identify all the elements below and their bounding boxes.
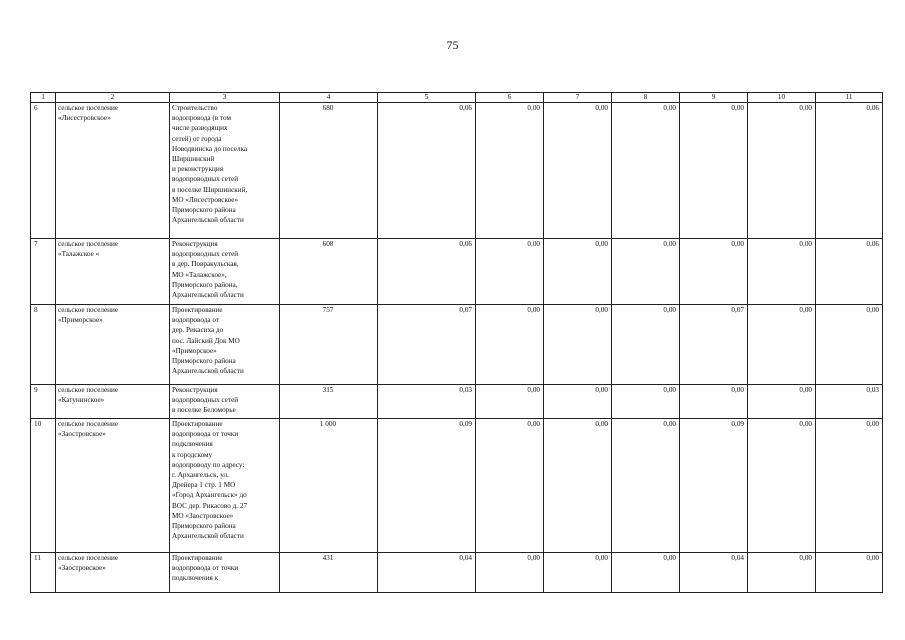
column-header: 11 [816, 93, 883, 103]
value-cell-text: 0,00 [799, 420, 812, 428]
value-cell-text: 0,09 [459, 420, 472, 428]
value-cell [378, 553, 476, 593]
value-cell [680, 305, 748, 385]
settlement-cell-text: сельское поселение «Приморское» [58, 306, 119, 325]
length-cell [280, 239, 378, 305]
length-cell-text: 608 [322, 240, 334, 248]
row-number-cell [31, 239, 56, 305]
value-cell-text: 0,00 [866, 420, 879, 428]
row-number-cell-text: 9 [34, 386, 38, 394]
row-number-cell [31, 305, 56, 385]
length-cell [280, 103, 378, 239]
value-cell-text: 0,06 [866, 104, 879, 112]
value-cell [612, 239, 680, 305]
table-row [31, 305, 883, 385]
value-cell [476, 385, 544, 419]
value-cell [612, 419, 680, 553]
column-header: 9 [680, 93, 748, 103]
value-cell [680, 239, 748, 305]
value-cell-text: 0,03 [866, 386, 879, 394]
column-header: 10 [748, 93, 816, 103]
project-cell [170, 305, 280, 385]
project-cell [170, 385, 280, 419]
value-cell [612, 305, 680, 385]
value-cell-text: 0,03 [459, 386, 472, 394]
value-cell-text: 0,00 [595, 240, 608, 248]
value-cell-text: 0,00 [527, 240, 540, 248]
settlement-cell-text: сельское поселение «Лисестровское» [58, 104, 119, 123]
value-cell [476, 553, 544, 593]
value-cell [544, 305, 612, 385]
value-cell [476, 419, 544, 553]
value-cell [476, 239, 544, 305]
settlement-cell [56, 305, 170, 385]
value-cell-text: 0,00 [799, 104, 812, 112]
value-cell [748, 305, 816, 385]
project-cell [170, 553, 280, 593]
value-cell [748, 419, 816, 553]
column-header: 7 [544, 93, 612, 103]
settlement-cell-text: сельское поселение «Заостровское» [58, 420, 119, 439]
value-cell-text: 0,04 [459, 554, 472, 562]
value-cell [748, 385, 816, 419]
value-cell [748, 103, 816, 239]
value-cell-text: 0,00 [731, 240, 744, 248]
settlement-cell [56, 103, 170, 239]
length-cell-text: 680 [322, 104, 334, 112]
value-cell [476, 103, 544, 239]
value-cell-text: 0,00 [731, 386, 744, 394]
value-cell [544, 553, 612, 593]
value-cell [476, 305, 544, 385]
data-table [30, 92, 883, 593]
row-number-cell-text: 6 [34, 104, 38, 112]
value-cell-text: 0,00 [527, 104, 540, 112]
length-cell [280, 305, 378, 385]
settlement-cell [56, 239, 170, 305]
value-cell-text: 0,06 [459, 240, 472, 248]
value-cell-text: 0,07 [459, 306, 472, 314]
row-number-cell-text: 8 [34, 306, 38, 314]
value-cell-text: 0,00 [527, 386, 540, 394]
value-cell-text: 0,00 [595, 420, 608, 428]
value-cell-text: 0,00 [663, 306, 676, 314]
value-cell [378, 239, 476, 305]
value-cell-text: 0,00 [595, 306, 608, 314]
value-cell-text: 0,06 [866, 240, 879, 248]
value-cell [816, 553, 883, 593]
value-cell-text: 0,00 [595, 386, 608, 394]
column-header: 2 [56, 93, 170, 103]
length-cell-text: 757 [322, 306, 334, 314]
settlement-cell-text: сельское поселение «Заостровское» [58, 554, 119, 573]
value-cell-text: 0,06 [459, 104, 472, 112]
value-cell-text: 0,00 [799, 386, 812, 394]
value-cell [680, 419, 748, 553]
column-header: 3 [170, 93, 280, 103]
value-cell-text: 0,00 [731, 104, 744, 112]
row-number-cell [31, 419, 56, 553]
row-number-cell [31, 553, 56, 593]
length-cell-text: 315 [322, 386, 334, 394]
row-number-cell [31, 103, 56, 239]
value-cell [378, 419, 476, 553]
value-cell [748, 239, 816, 305]
project-cell-text: Реконструкция водопроводных сетей в дер. Повракульская, МО «Талажское», Приморского района, Архангельской области [172, 240, 244, 300]
row-number-cell-text: 7 [34, 240, 38, 248]
value-cell-text: 0,00 [527, 306, 540, 314]
value-cell-text: 0,00 [663, 104, 676, 112]
value-cell [612, 103, 680, 239]
settlement-cell-text: сельское поселение «Талажское « [58, 240, 119, 259]
value-cell-text: 0,00 [663, 240, 676, 248]
table-row [31, 419, 883, 553]
column-header: 8 [612, 93, 680, 103]
value-cell [544, 239, 612, 305]
value-cell-text: 0,09 [731, 420, 744, 428]
row-number-cell [31, 385, 56, 419]
value-cell [748, 553, 816, 593]
column-header: 5 [378, 93, 476, 103]
header-row [31, 93, 883, 103]
value-cell-text: 0,00 [663, 554, 676, 562]
project-cell [170, 239, 280, 305]
value-cell-text: 0,00 [663, 386, 676, 394]
project-cell-text: Проектирование водопровода от дер. Рикасиха до пос. Лайский Док МО «Приморское» Приморского района Архангельской области [172, 306, 244, 376]
table-row [31, 385, 883, 419]
value-cell-text: 0,00 [527, 554, 540, 562]
value-cell-text: 0,00 [527, 420, 540, 428]
length-cell-text: 431 [322, 554, 334, 562]
column-header: 4 [280, 93, 378, 103]
value-cell [816, 239, 883, 305]
value-cell-text: 0,00 [595, 554, 608, 562]
value-cell [680, 553, 748, 593]
project-cell-text: Проектирование водопровода от точки подключения к городскому водопроводу по адресу: г. Архангельск, ул. Дрейера 1 стр. 1 МО «Город Архангельск» до ВОС дер. Рикасово д. 27 МО «Заостровское» Приморского района Архангельской области [172, 420, 248, 541]
value-cell [816, 419, 883, 553]
row-number-cell-text: 10 [34, 420, 42, 428]
column-header: 6 [476, 93, 544, 103]
value-cell [816, 103, 883, 239]
value-cell [544, 103, 612, 239]
value-cell [680, 103, 748, 239]
project-cell [170, 103, 280, 239]
column-header: 1 [31, 93, 56, 103]
value-cell [816, 305, 883, 385]
value-cell [378, 385, 476, 419]
value-cell-text: 0,00 [799, 240, 812, 248]
length-cell [280, 385, 378, 419]
value-cell [816, 385, 883, 419]
value-cell-text: 0,00 [663, 420, 676, 428]
length-cell-text: 1 000 [319, 420, 337, 428]
table-row [31, 103, 883, 239]
project-cell-text: Строительство водопровода (в том числе разводящих сетей) от города Новодвинска до поселка Ширшинский и реконструкция водопроводных сетей в поселке Ширшинский, МО «Лисестровское» Приморского района Архангельской области [172, 104, 248, 225]
value-cell-text: 0,00 [799, 306, 812, 314]
project-cell-text: Проектирование водопровода от точки подключения к [172, 554, 239, 583]
settlement-cell [56, 553, 170, 593]
settlement-cell [56, 419, 170, 553]
page-number: 75 [446, 38, 459, 52]
value-cell-text: 0,00 [866, 554, 879, 562]
value-cell [612, 385, 680, 419]
value-cell [378, 305, 476, 385]
value-cell-text: 0,00 [866, 306, 879, 314]
value-cell [544, 385, 612, 419]
value-cell [680, 385, 748, 419]
value-cell-text: 0,00 [595, 104, 608, 112]
value-cell-text: 0,00 [799, 554, 812, 562]
length-cell [280, 553, 378, 593]
settlement-cell-text: сельское поселение «Катунинское» [58, 386, 119, 405]
value-cell [544, 419, 612, 553]
table-row [31, 239, 883, 305]
value-cell [612, 553, 680, 593]
length-cell [280, 419, 378, 553]
project-cell [170, 419, 280, 553]
project-cell-text: Реконструкция водопроводных сетей в поселке Беломорье [172, 386, 239, 415]
value-cell-text: 0,07 [731, 306, 744, 314]
value-cell [378, 103, 476, 239]
table-row [31, 553, 883, 593]
row-number-cell-text: 11 [34, 554, 41, 562]
value-cell-text: 0,04 [731, 554, 744, 562]
settlement-cell [56, 385, 170, 419]
